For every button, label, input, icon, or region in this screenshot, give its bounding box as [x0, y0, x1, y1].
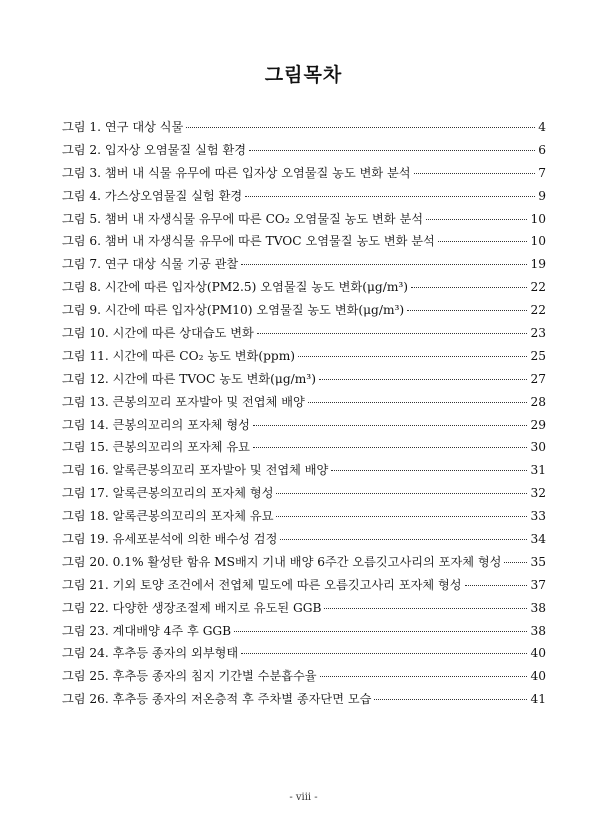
toc-entry-page: 22 — [530, 280, 546, 295]
toc-entry-label: 그림 15. 큰봉의꼬리의 포자체 유묘 — [62, 440, 250, 455]
toc-entry[interactable] — [62, 118, 546, 141]
toc-entry-page: 10 — [530, 211, 546, 226]
toc-dot-leader — [331, 470, 527, 471]
toc-dot-leader — [249, 150, 535, 151]
toc-entry-label: 그림 22. 다양한 생장조절제 배지로 유도된 GGB — [62, 600, 322, 615]
toc-dot-leader — [241, 264, 527, 265]
toc-entry[interactable] — [62, 530, 546, 553]
toc-entry[interactable] — [62, 690, 546, 713]
toc-dot-leader — [426, 219, 527, 220]
toc-entry[interactable] — [62, 438, 546, 461]
toc-dot-leader — [411, 287, 527, 288]
toc-entry-label: 그림 17. 알록큰봉의꼬리의 포자체 형성 — [62, 486, 274, 501]
toc-entry-page: 7 — [538, 165, 546, 180]
toc-entry[interactable] — [62, 141, 546, 164]
toc-entry[interactable] — [62, 599, 546, 622]
toc-entry-label: 그림 13. 큰봉의꼬리 포자발아 및 전엽체 배양 — [62, 394, 305, 409]
toc-dot-leader — [374, 699, 527, 700]
toc-entry[interactable] — [62, 484, 546, 507]
toc-entry-page: 40 — [530, 669, 546, 684]
toc-entry-page: 31 — [530, 463, 546, 478]
toc-entry[interactable] — [62, 370, 546, 393]
toc-entry[interactable] — [62, 255, 546, 278]
toc-dot-leader — [465, 585, 528, 586]
toc-entry-page: 28 — [530, 394, 546, 409]
toc-entry-label: 그림 24. 후추등 종자의 외부형태 — [62, 646, 239, 661]
toc-dot-leader — [319, 379, 528, 380]
toc-entry-label: 그림 26. 후추등 종자의 저온층적 후 주차별 종자단면 모습 — [62, 692, 372, 707]
toc-entry-label: 그림 14. 큰봉의꼬리의 포자체 형성 — [62, 417, 250, 432]
toc-dot-leader — [298, 356, 527, 357]
toc-dot-leader — [257, 333, 528, 334]
toc-entry-page: 19 — [530, 257, 546, 272]
toc-entry-page: 25 — [530, 348, 546, 363]
toc-entry[interactable] — [62, 210, 546, 233]
toc-entry[interactable] — [62, 187, 546, 210]
toc-entry-label: 그림 11. 시간에 따른 CO₂ 농도 변화(ppm) — [62, 348, 296, 363]
toc-entry-label: 그림 2. 입자상 오염물질 실험 환경 — [62, 142, 247, 157]
toc-entry-label: 그림 7. 연구 대상 식물 기공 관찰 — [62, 257, 239, 272]
toc-dot-leader — [253, 447, 528, 448]
toc-entry[interactable] — [62, 507, 546, 530]
toc-dot-leader — [308, 402, 528, 403]
toc-entry-label: 그림 16. 알록큰봉의꼬리 포자발아 및 전엽체 배양 — [62, 463, 329, 478]
toc-entry-label: 그림 9. 시간에 따른 입자상(PM10) 오염물질 농도 변화(μg/m³) — [62, 303, 405, 318]
toc-dot-leader — [438, 241, 528, 242]
toc-dot-leader — [186, 127, 535, 128]
toc-entry-label: 그림 18. 알록큰봉의꼬리의 포자체 유묘 — [62, 509, 274, 524]
toc-dot-leader — [414, 173, 536, 174]
toc-entry-label: 그림 3. 챔버 내 식물 유무에 따른 입자상 오염물질 농도 변화 분석 — [62, 165, 411, 180]
toc-entry-label: 그림 21. 기외 토양 조건에서 전엽체 밀도에 따른 오름깃고사리 포자체 형성 — [62, 577, 462, 592]
toc-entry-page: 22 — [530, 303, 546, 318]
toc-entry-page: 6 — [538, 142, 546, 157]
toc-entry-label: 그림 1. 연구 대상 식물 — [62, 120, 184, 134]
toc-entry[interactable] — [62, 232, 546, 255]
toc-entry-page: 23 — [530, 326, 546, 341]
toc-entry-page: 32 — [530, 486, 546, 501]
toc-entry-page: 41 — [530, 692, 546, 707]
toc-entry[interactable] — [62, 622, 546, 645]
toc-entry-page: 37 — [530, 577, 546, 592]
figure-toc-list — [62, 118, 546, 713]
toc-entry-label: 그림 10. 시간에 따른 상대습도 변화 — [62, 326, 254, 341]
toc-dot-leader — [504, 562, 527, 563]
toc-entry-page: 9 — [538, 188, 546, 203]
toc-entry[interactable] — [62, 461, 546, 484]
toc-entry[interactable] — [62, 301, 546, 324]
toc-entry-label: 그림 4. 가스상오염물질 실험 환경 — [62, 188, 243, 203]
toc-entry-label: 그림 12. 시간에 따른 TVOC 농도 변화(μg/m³) — [62, 371, 316, 386]
toc-dot-leader — [234, 631, 527, 632]
toc-entry[interactable] — [62, 278, 546, 301]
toc-entry-label: 그림 25. 후추등 종자의 침지 기간별 수분흡수율 — [62, 669, 317, 684]
toc-dot-leader — [407, 310, 527, 311]
page-number: - viii - — [289, 792, 318, 803]
toc-entry[interactable] — [62, 644, 546, 667]
page-title: 그림목차 — [264, 64, 343, 86]
toc-dot-leader — [253, 425, 528, 426]
toc-entry-label: 그림 8. 시간에 따른 입자상(PM2.5) 오염물질 농도 변화(μg/m³) — [62, 280, 409, 295]
toc-entry[interactable] — [62, 393, 546, 416]
toc-entry-page: 40 — [530, 646, 546, 661]
toc-entry-label: 그림 20. 0.1% 활성탄 함유 MS배지 기내 배양 6주간 오름깃고사리의 포자체 형성 — [62, 554, 502, 569]
toc-entry-page: 30 — [530, 440, 546, 455]
toc-entry-page: 10 — [530, 234, 546, 249]
toc-entry-page: 33 — [530, 509, 546, 524]
toc-dot-leader — [276, 493, 527, 494]
toc-entry[interactable] — [62, 416, 546, 439]
toc-dot-leader — [241, 653, 527, 654]
toc-entry-page: 4 — [538, 120, 546, 134]
toc-entry[interactable] — [62, 347, 546, 370]
toc-entry-label: 그림 5. 챔버 내 자생식물 유무에 따른 CO₂ 오염물질 농도 변화 분석 — [62, 211, 423, 226]
toc-entry-page: 29 — [530, 417, 546, 432]
toc-entry-page: 38 — [530, 623, 546, 638]
toc-dot-leader — [320, 676, 528, 677]
toc-entry[interactable] — [62, 553, 546, 576]
toc-entry-label: 그림 19. 유세포분석에 의한 배수성 검정 — [62, 532, 278, 547]
toc-entry-page: 38 — [530, 600, 546, 615]
toc-entry[interactable] — [62, 576, 546, 599]
toc-entry-page: 35 — [530, 554, 546, 569]
toc-entry-label: 그림 23. 계대배양 4주 후 GGB — [62, 623, 232, 638]
toc-entry[interactable] — [62, 667, 546, 690]
toc-entry-page: 34 — [530, 532, 546, 547]
toc-entry[interactable] — [62, 164, 546, 187]
toc-dot-leader — [324, 608, 527, 609]
toc-dot-leader — [245, 196, 535, 197]
toc-dot-leader — [276, 516, 527, 517]
toc-entry[interactable] — [62, 324, 546, 347]
toc-entry-label: 그림 6. 챔버 내 자생식물 유무에 따른 TVOC 오염물질 농도 변화 분석 — [62, 234, 435, 249]
toc-entry-page: 27 — [530, 371, 546, 386]
toc-dot-leader — [280, 539, 527, 540]
